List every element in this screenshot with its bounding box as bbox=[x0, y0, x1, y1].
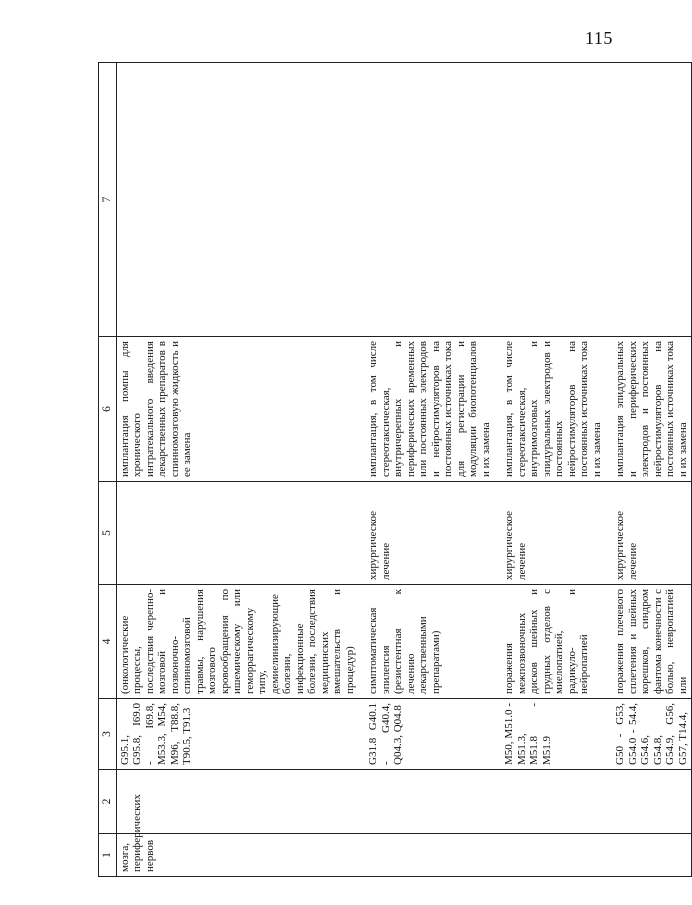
rotated-table-container bbox=[98, 62, 689, 877]
column-number: 7 bbox=[99, 63, 117, 337]
icd-codes-cell: G31.8 G40.1 - G40.4, Q04.3, Q04.8 bbox=[358, 699, 494, 770]
column-number: 6 bbox=[99, 337, 117, 482]
column-number: 4 bbox=[99, 585, 117, 699]
norm-cell bbox=[116, 63, 358, 337]
patient-model-cell: (онкологические процессы, последствия черепно-мозговой и позвоночно-спинномозговой травмы, нарушения мозгового кровообращения по ишемическому или геморрагическому типу, демиелинизирующие болезни, инфекционные болезни, последствия медицинских вмешательств и процедур) bbox=[116, 585, 358, 699]
norm-cell bbox=[494, 63, 605, 337]
procedure-name-cell bbox=[494, 770, 605, 834]
table-row bbox=[116, 63, 358, 877]
column-number: 3 bbox=[99, 699, 117, 770]
column-number: 1 bbox=[99, 834, 117, 877]
treatment-method-cell: имплантация помпы для хронического интратекального введения лекарственных препаратов в спинномозговую жидкость и ее замена bbox=[116, 337, 358, 482]
patient-model-cell: симптоматическая эпилепсия (резистентная к лечению лекарственными препаратами) bbox=[358, 585, 494, 699]
procedure-name-cell bbox=[116, 770, 358, 834]
profile-cell: мозга, периферических нервов bbox=[116, 834, 358, 877]
patient-model-cell: поражения плечевого сплетения и шейных корешков, синдром фантома конечности с болью, невропатией или bbox=[605, 585, 692, 699]
table-row bbox=[605, 63, 692, 877]
page-number: 115 bbox=[585, 28, 613, 48]
profile-cell bbox=[358, 834, 494, 877]
procedure-name-cell bbox=[358, 770, 494, 834]
treatment-type-cell: хирургическое лечение bbox=[494, 482, 605, 585]
treatment-method-cell: имплантация, в том числе стереотаксическая, внутричерепных и периферических временных или постоянных электродов и нейростимуляторов на постоянных источниках тока для регистрации и модуляции биопотенциалов и их замена bbox=[358, 337, 494, 482]
procedure-name-cell bbox=[605, 770, 692, 834]
table-row bbox=[358, 63, 494, 877]
treatment-type-cell: хирургическое лечение bbox=[605, 482, 692, 585]
treatment-type-cell bbox=[116, 482, 358, 585]
treatment-method-cell: имплантация, в том числе стереотаксическая, внутримозговых и эпидуральных электродов и постоянных нейростимуляторов на постоянных источниках тока и их замена bbox=[494, 337, 605, 482]
norm-cell bbox=[605, 63, 692, 337]
profile-cell bbox=[494, 834, 605, 877]
treatment-method-cell: имплантация эпидуральных и периферических электродов и постоянных нейростимуляторов на постоянных источниках тока и их замена bbox=[605, 337, 692, 482]
icd-codes-cell: G50 - G53, G54.0 - 54.4, G54.6, G54.8, G54.9, G56, G57, T14.4, bbox=[605, 699, 692, 770]
column-number: 5 bbox=[99, 482, 117, 585]
table-row bbox=[494, 63, 605, 877]
icd-codes-cell: M50, M51.0 - M51.3, M51.8 - M51.9 bbox=[494, 699, 605, 770]
column-number: 2 bbox=[99, 770, 117, 834]
patient-model-cell: поражения межпозвоночных дисков шейных и грудных отделов с миелопатией, радикуло- и нейропатией bbox=[494, 585, 605, 699]
norm-cell bbox=[358, 63, 494, 337]
column-number-row bbox=[99, 63, 117, 877]
icd-codes-cell: G95.1, G95.8, I69.0 - I69.8, M53.3, M54, M96, T88.8, T90.5, T91.3 bbox=[116, 699, 358, 770]
treatment-type-cell: хирургическое лечение bbox=[358, 482, 494, 585]
procedures-table bbox=[98, 62, 692, 877]
profile-cell bbox=[605, 834, 692, 877]
